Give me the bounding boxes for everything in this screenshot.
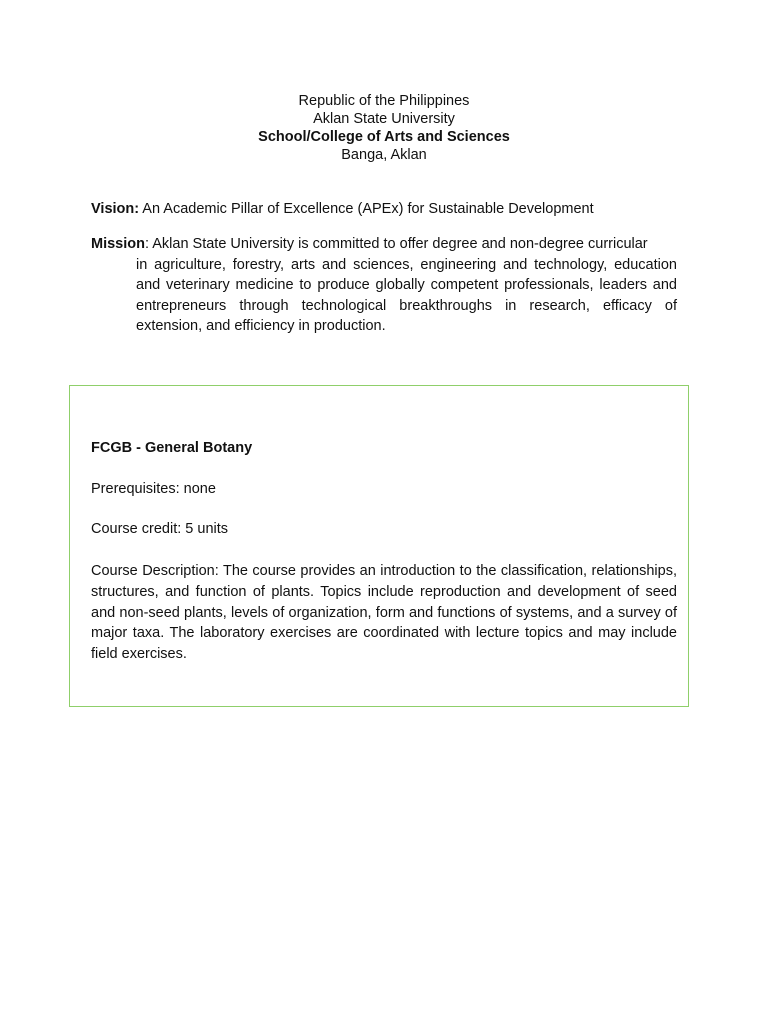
mission-statement bbox=[91, 234, 677, 337]
vision-statement bbox=[91, 199, 681, 219]
course-description: Course Description: The course provides an introduction to the classification, relationships, structures, and function of plants. Topics include reproduction and development of seed and non-seed plants, levels of organization, form and functions of systems, and a survey of major taxa. The laboratory exercises are coordinated with lecture topics and may include field exercises. bbox=[91, 563, 677, 663]
header-location: Banga, Aklan bbox=[341, 147, 427, 163]
header-country: Republic of the Philippines bbox=[298, 93, 470, 109]
mission-label: Mission bbox=[91, 236, 145, 252]
vision-label: Vision: bbox=[91, 201, 140, 217]
course-credit: Course credit: 5 units bbox=[91, 521, 229, 537]
document-header bbox=[0, 92, 768, 164]
course-prerequisites: Prerequisites: none bbox=[91, 481, 216, 497]
vision-text: An Academic Pillar of Excellence (APEx) for Sustainable Development bbox=[139, 201, 594, 217]
header-university: Aklan State University bbox=[313, 111, 455, 127]
course-title: FCGB - General Botany bbox=[91, 440, 253, 456]
mission-text-start: : Aklan State University is committed to offer degree and non-degree curricular bbox=[144, 236, 648, 252]
header-college: School/College of Arts and Sciences bbox=[258, 129, 510, 145]
mission-first-line bbox=[91, 234, 677, 255]
mission-text-continued: in agriculture, forestry, arts and sciences, engineering and technology, education and veterinary medicine to produce globally competent professionals, leaders and entrepreneurs through technological breakthroughs in research, efficacy of extension, and efficiency in production. bbox=[136, 256, 677, 335]
